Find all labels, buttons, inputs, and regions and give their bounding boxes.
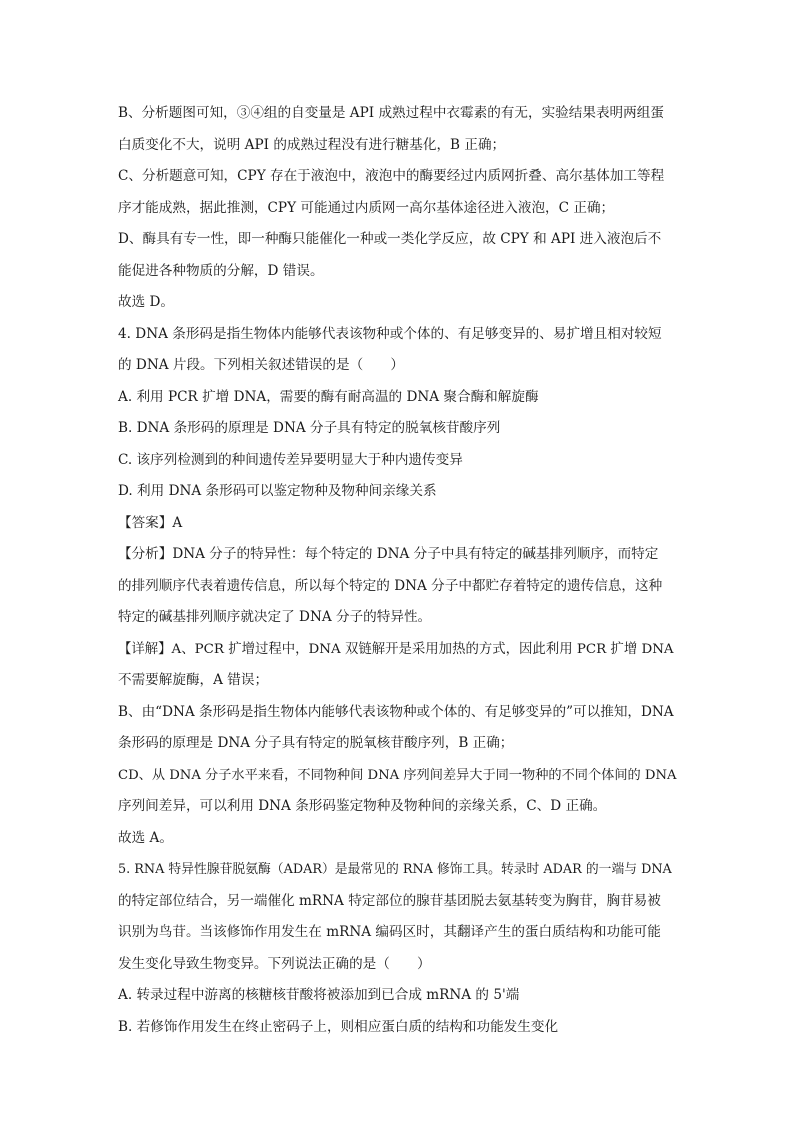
option-b: B. DNA 条形码的原理是 DNA 分子具有特定的脱氧核苷酸序列 [118,420,501,436]
text-line: D、酶具有专一性，即一种酶只能催化一种或一类化学反应，故 CPY 和 API 进入液泡后不 [118,231,662,247]
question-4-stem: 的 DNA 片段。下列相关叙述错误的是（ ） [118,357,404,373]
text-line: 故选 D。 [118,294,175,310]
answer-line: 【答案】A [118,514,183,531]
option-d: D. 利用 DNA 条形码可以鉴定物种及物种间亲缘关系 [118,483,437,499]
detail-line: CD、从 DNA 分子水平来看，不同物种间 DNA 序列间差异大于同一物种的不同个体间的 DNA [118,767,677,783]
detail-line: 序列间差异，可以利用 DNA 条形码鉴定物种及物种间的亲缘关系，C、D 正确。 [118,798,607,814]
analysis-line: 的排列顺序代表着遗传信息，所以每个特定的 DNA 分子中都贮存着特定的遗传信息，这种 [118,577,663,594]
detail-line: B、由“DNA 条形码是指生物体内能够代表该物种或个体的、有足够变异的”可以推知，DNA [118,703,674,720]
analysis-line: 特定的碱基排列顺序就决定了 DNA 分子的特异性。 [118,609,432,625]
question-5-stem: 5. RNA 特异性腺苷脱氨酶（ADAR）是最常见的 RNA 修饰工具。转录时 ADAR 的一端与 DNA [118,862,672,877]
question-5-stem: 发生变化导致生物变异。下列说法正确的是（ ） [118,955,431,972]
detail-line: 不需要解旋酶，A 错误； [118,672,269,688]
detail-line: 故选 A。 [118,829,173,846]
option-b: B. 若修饰作用发生在终止密码子上，则相应蛋白质的结构和功能发生变化 [118,1018,559,1035]
question-5-stem: 的特定部位结合，另一端催化 mRNA 特定部位的腺苷基团脱去氨基转变为胸苷，胸苷易被 [118,892,661,909]
text-line: 序才能成熟，据此推测，CPY 可能通过内质网一高尔基体途径进入液泡，C 正确； [118,199,615,216]
text-line: C、分析题意可知，CPY 存在于液泡中，液泡中的酶要经过内质网折叠、高尔基体加工等程 [118,168,665,184]
text-line: B、分析题图可知，③④组的自变量是 API 成熟过程中衣霉素的有无，实验结果表明两组蛋 [118,105,664,121]
detail-line: 【详解】A、PCR 扩增过程中，DNA 双链解开是采用加热的方式，因此利用 PCR 扩增 DNA [118,641,674,657]
text-line: 能促进各种物质的分解，D 错误。 [118,262,324,279]
question-4-stem: 4. DNA 条形码是指生物体内能够代表该物种或个体的、有足够变异的、易扩增且相对较短 [118,325,662,342]
option-a: A. 利用 PCR 扩增 DNA，需要的酶有耐高温的 DNA 聚合酶和解旋酶 [118,388,539,405]
option-a: A. 转录过程中游离的核糖核苷酸将被添加到已合成 mRNA 的 5'端 [118,987,520,1003]
text-line: 白质变化不大，说明 API 的成熟过程没有进行糖基化，B 正确； [118,136,506,153]
document-page [118,98,678,1043]
question-5-stem: 识别为鸟苷。当该修饰作用发生在 mRNA 编码区时，其翻译产生的蛋白质结构和功能可能 [118,924,661,940]
option-c: C. 该序列检测到的种间遗传差异要明显大于种内遗传变异 [118,451,463,468]
analysis-line: 【分析】DNA 分子的特异性：每个特定的 DNA 分子中具有特定的碱基排列顺序，而特定 [118,546,659,562]
detail-line: 条形码的原理是 DNA 分子具有特定的脱氧核苷酸序列，B 正确； [118,735,514,751]
